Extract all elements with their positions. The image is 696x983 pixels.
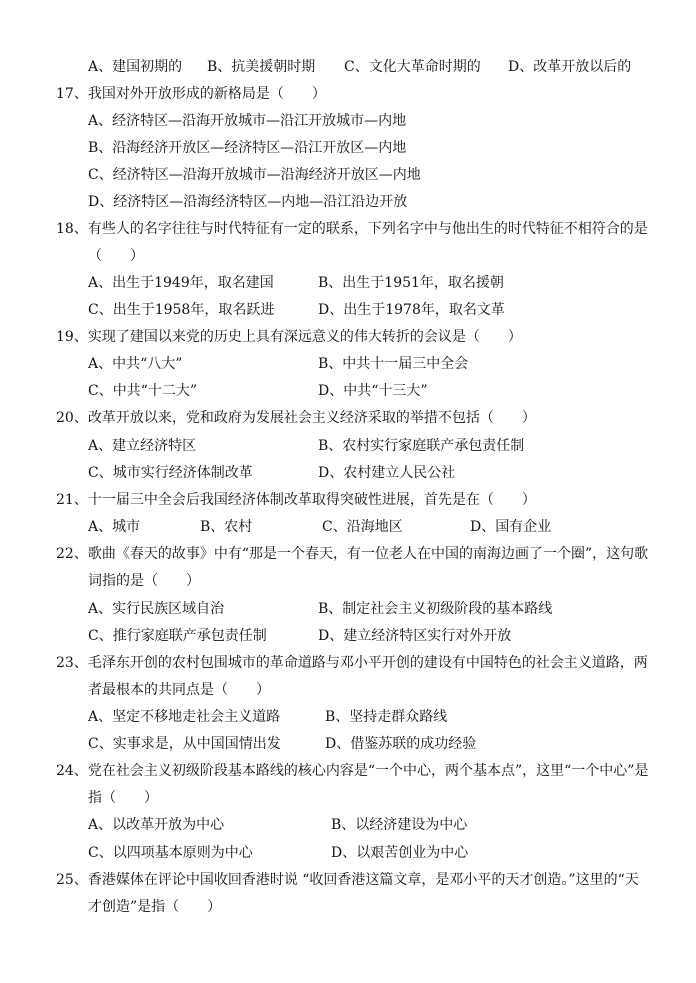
q18-stem-line2: （ ） — [88, 248, 144, 264]
q18-option-a: A、出生于1949年，取名建国 — [88, 275, 274, 291]
q20-option-a: A、建立经济特区 — [88, 438, 197, 454]
q21-stem: 21、十一届三中全会后我国经济体制改革取得突破性进展，首先是在（ ） — [56, 492, 536, 508]
q24-option-c: C、以四项基本原则为中心 — [88, 845, 253, 861]
q23-stem-line2: 者最根本的共同点是（ ） — [88, 682, 270, 698]
q23-option-c: C、实事求是，从中国国情出发 — [88, 736, 281, 752]
q24-option-d: D、以艰苦创业为中心 — [331, 845, 469, 861]
q18-option-b: B、出生于1951年，取名援朝 — [318, 275, 504, 291]
q25-stem-line2: 才创造”是指（ ） — [88, 899, 222, 915]
q18-option-d: D、出生于1978年，取名文革 — [318, 302, 505, 318]
q20-option-d: D、农村建立人民公社 — [318, 465, 456, 481]
q24-option-b: B、以经济建设为中心 — [331, 817, 468, 833]
q23-option-a: A、坚定不移地走社会主义道路 — [88, 709, 281, 725]
q20-stem: 20、改革开放以来，党和政府为发展社会主义经济采取的举措不包括（ ） — [56, 410, 536, 426]
q21-option-c: C、沿海地区 — [322, 519, 403, 535]
q23-option-d: D、借鉴苏联的成功经验 — [325, 736, 477, 752]
q22-option-b: B、制定社会主义初级阶段的基本路线 — [318, 601, 553, 617]
q24-stem-line1: 24、党在社会主义初级阶段基本路线的核心内容是“一个中心，两个基本点”，这里“一个中心”是 — [56, 763, 649, 779]
q19-option-b: B、中共十一届三中全会 — [318, 356, 469, 372]
q17-option-c: C、经济特区—沿海开放城市—沿海经济开放区—内地 — [88, 167, 421, 183]
q18-stem-line1: 18、有些人的名字往往与时代特征有一定的联系，下列名字中与他出生的时代特征不相符合的是 — [56, 221, 648, 237]
q21-option-d: D、国有企业 — [470, 519, 552, 535]
q19-option-d: D、中共“十三大” — [318, 383, 428, 399]
q22-stem-line2: 词指的是（ ） — [88, 573, 200, 589]
q16-option-d: D、改革开放以后的 — [508, 59, 632, 75]
q20-option-b: B、农村实行家庭联产承包责任制 — [318, 438, 525, 454]
q16-option-a: A、建国初期的 — [88, 59, 183, 75]
q19-option-c: C、中共“十二大” — [88, 383, 198, 399]
q21-option-b: B、农村 — [200, 519, 253, 535]
q23-option-b: B、坚持走群众路线 — [325, 709, 448, 725]
q22-stem-line1: 22、歌曲《春天的故事》中有“那是一个春天，有一位老人在中国的南海边画了一个圈”，这句歌 — [56, 546, 649, 562]
q16-option-c: C、文化大革命时期的 — [344, 59, 481, 75]
q22-option-a: A、实行民族区域自治 — [88, 601, 225, 617]
q19-stem: 19、实现了建国以来党的历史上具有深远意义的伟大转折的会议是（ ） — [56, 329, 522, 345]
q24-stem-line2: 指（ ） — [88, 790, 158, 806]
q17-option-a: A、经济特区—沿海开放城市—沿江开放城市—内地 — [88, 113, 407, 129]
q21-option-a: A、城市 — [88, 519, 141, 535]
q17-option-d: D、经济特区—沿海经济特区—内地—沿江沿边开放 — [88, 194, 408, 210]
q22-option-c: C、推行家庭联产承包责任制 — [88, 628, 267, 644]
q20-option-c: C、城市实行经济体制改革 — [88, 465, 253, 481]
q22-option-d: D、建立经济特区实行对外开放 — [318, 628, 512, 644]
q25-stem-line1: 25、香港媒体在评论中国收回香港时说 “收回香港这篇文章，是邓小平的天才创造。”这里的“天 — [56, 872, 639, 888]
q23-stem-line1: 23、毛泽东开创的农村包围城市的革命道路与邓小平开创的建设有中国特色的社会主义道路，两 — [56, 655, 648, 671]
q16-option-b: B、抗美援朝时期 — [207, 59, 316, 75]
q18-option-c: C、出生于1958年，取名跃进 — [88, 302, 275, 318]
q19-option-a: A、中共“八大” — [88, 356, 183, 372]
q17-stem: 17、我国对外开放形成的新格局是（ ） — [56, 86, 326, 102]
q24-option-a: A、以改革开放为中心 — [88, 817, 225, 833]
q17-option-b: B、沿海经济开放区—经济特区—沿江开放区—内地 — [88, 140, 407, 156]
